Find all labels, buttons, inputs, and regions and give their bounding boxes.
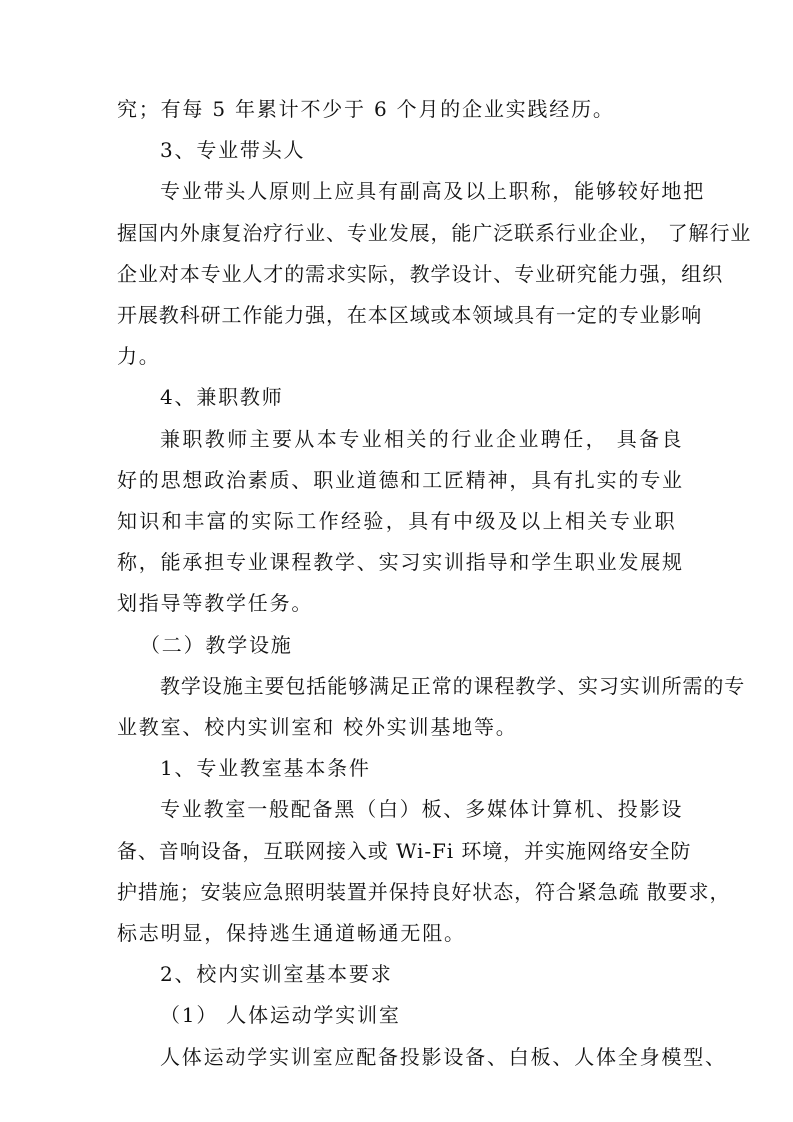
section-heading: 1、专业教室基本条件	[160, 756, 371, 780]
body-text-line: 力。	[117, 344, 161, 368]
body-text-line: 教学设施主要包括能够满足正常的课程教学、实习实训所需的专	[160, 674, 746, 698]
body-text-line: 知识和丰富的实际工作经验，具有中级及以上相关专业职	[117, 509, 677, 533]
body-text-line: 专业带头人原则上应具有副高及以上职称，能够较好地把	[160, 179, 705, 203]
body-text-line: 企业对本专业人才的需求实际，教学设计、专业研究能力强，组织	[117, 262, 724, 286]
body-text-line: 标志明显，保持逃生通道畅通无阻。	[117, 921, 466, 945]
body-text-line: 护措施；安装应急照明装置并保持良好状态，符合紧急疏 散要求，	[117, 880, 731, 904]
section-heading: （二）教学设施	[140, 633, 293, 657]
section-heading: （1） 人体运动学实训室	[160, 1003, 401, 1027]
section-heading: 4、兼职教师	[160, 385, 284, 409]
body-text-line: 好的思想政治素质、职业道德和工匠精神，具有扎实的专业	[117, 468, 684, 492]
body-text-line: 称，能承担专业课程教学、实习实训指导和学生职业发展规	[117, 550, 684, 574]
body-text-line: 备、音响设备，互联网接入或 Wi-Fi 环境，并实施网络安全防	[117, 839, 692, 863]
body-text-line: 兼职教师主要从本专业相关的行业企业聘任， 具备良	[160, 427, 684, 451]
body-text-line: 人体运动学实训室应配备投影设备、白板、人体全身模型、	[160, 1045, 727, 1069]
body-text-line: 专业教室一般配备黑（白）板、多媒体计算机、投影设	[160, 797, 684, 821]
body-text-line: 业教室、校内实训室和 校外实训基地等。	[117, 715, 518, 739]
body-text-line: 究；有每 5 年累计不少于 6 个月的企业实践经历。	[117, 97, 615, 121]
body-text-line: 开展教科研工作能力强，在本区域或本领域具有一定的专业影响	[117, 303, 703, 327]
section-heading: 2、校内实训室基本要求	[160, 962, 393, 986]
body-text-line: 划指导等教学任务。	[117, 591, 314, 615]
section-heading: 3、专业带头人	[160, 138, 306, 162]
body-text-line: 握国内外康复治疗行业、专业发展，能广泛联系行业企业， 了解行业	[117, 221, 752, 245]
